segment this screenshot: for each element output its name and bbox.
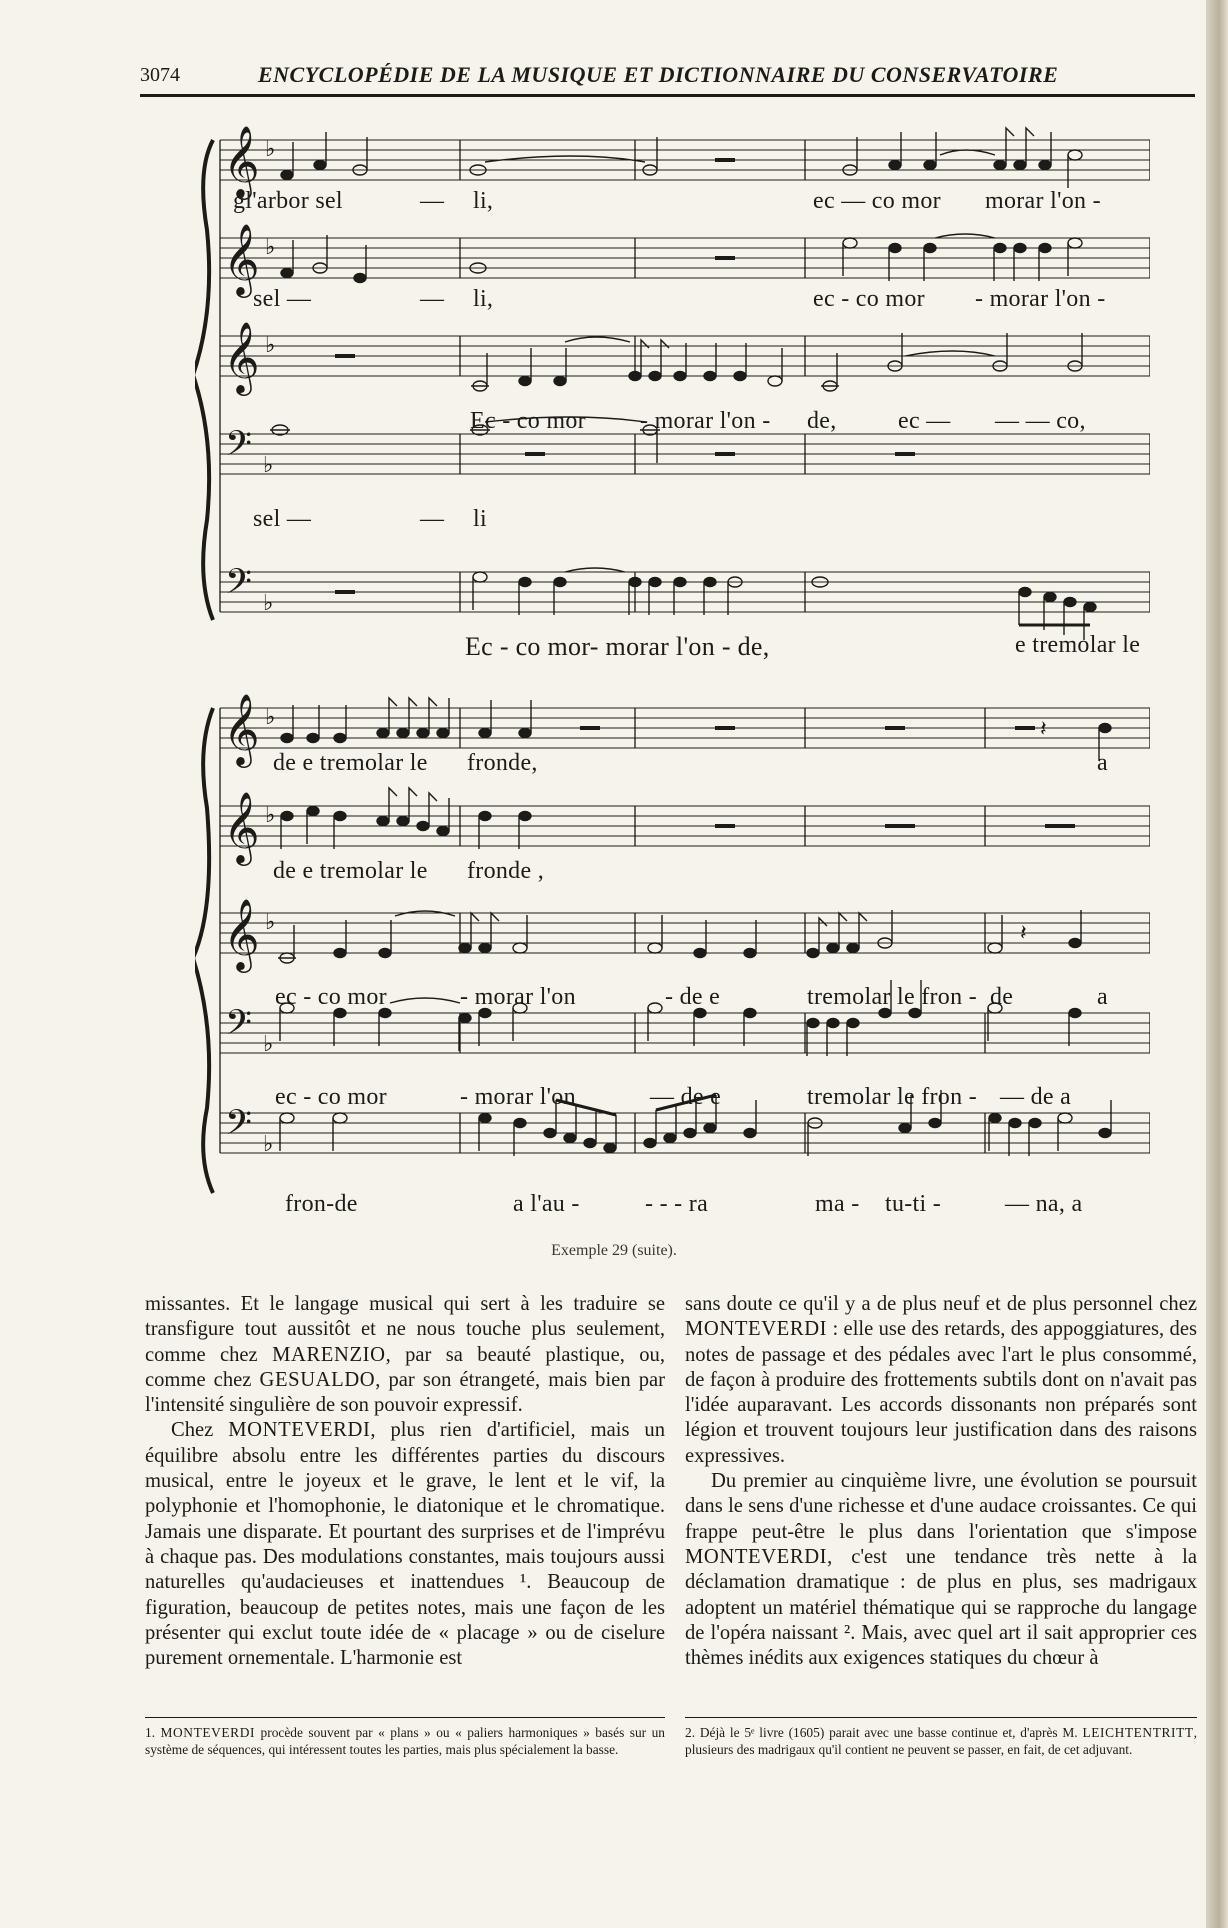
- name-gesualdo: GESUALDO: [259, 1368, 376, 1391]
- lyric-s1-v2-c: li,: [473, 286, 494, 312]
- lyric-s1-v2-b: —: [420, 286, 445, 312]
- lyric-s2-v3-e: de: [990, 984, 1014, 1010]
- svg-text:𝄞: 𝄞: [223, 692, 260, 765]
- page-number: 3074: [140, 64, 180, 86]
- lyric-s1-v2-d: ec - co mor: [813, 286, 925, 312]
- lyric-s1-v3-a: Ec - co mor: [470, 408, 586, 434]
- lyric-s2-v4-b: - morar l'on: [460, 1084, 576, 1110]
- body-column-left: [145, 1292, 665, 1671]
- lyric-s2-v1-a: de e tremolar le: [273, 750, 428, 776]
- lyric-s2-v4-a: ec - co mor: [275, 1084, 387, 1110]
- svg-text:𝄞: 𝄞: [223, 320, 260, 393]
- svg-text:𝄞: 𝄞: [223, 897, 260, 970]
- score-system-2: [195, 688, 1150, 1228]
- lyric-s2-v3-a: ec - co mor: [275, 984, 387, 1010]
- lyric-s2-v4-e: — de a: [1000, 1084, 1072, 1110]
- svg-text:𝄽: 𝄽: [1020, 921, 1027, 946]
- lyric-s1-v1-b: —: [420, 188, 445, 214]
- svg-text:♭: ♭: [263, 591, 274, 616]
- lyric-s2-v4-c: — de e: [650, 1084, 722, 1110]
- svg-text:𝄢: 𝄢: [225, 1102, 253, 1151]
- name-monteverdi: MONTEVERDI: [685, 1545, 828, 1568]
- lyric-s1-v2-a: sel —: [253, 286, 312, 312]
- lyric-s1-v5-b: e tremolar le: [1015, 632, 1141, 658]
- lyric-s2-v5-d: ma -: [815, 1191, 860, 1217]
- lyric-s2-v1-b: fronde,: [467, 750, 538, 776]
- svg-text:𝄽: 𝄽: [1040, 717, 1047, 742]
- lyric-s1-v1-a: gl'arbor sel: [233, 188, 343, 214]
- footnote-rule-left: [145, 1717, 665, 1718]
- score-system-1: [195, 110, 1150, 670]
- lyric-s2-v3-b: - morar l'on: [460, 984, 576, 1010]
- lyric-s2-v5-e: tu-ti -: [885, 1191, 942, 1217]
- lyric-s2-v2-b: fronde ,: [467, 858, 545, 884]
- lyric-s1-v4-c: li: [473, 506, 487, 532]
- svg-text:𝄢: 𝄢: [225, 561, 253, 610]
- paragraph-2: Chez MONTEVERDI, plus rien d'artificiel, mais un équilibre absolu entre les différentes parties du discours musical, entre le joyeux et le grave, le lent et le vif, la polyphonie et l'homophonie, le diatonique et le chromatique. Jamais une disparate. Et pourtant des surprises et de l'imprévu à chaque pas. Des modulations constantes, mais toujours aussi naturelles qu'audacieuses et inattendues ¹. Beaucoup de figuration, beaucoup de petites notes, mais une façon de les présenter qui exclut toute idée de « placage » ou de ciselure purement ornementale. L'harmonie est: [145, 1419, 665, 1670]
- svg-text:𝄢: 𝄢: [225, 423, 253, 472]
- svg-text:𝄞: 𝄞: [223, 790, 260, 863]
- lyric-s1-v1-e: morar l'on -: [985, 188, 1101, 214]
- lyric-s2-v3-f: a: [1097, 984, 1108, 1010]
- running-title: ENCYCLOPÉDIE DE LA MUSIQUE ET DICTIONNAIRE DU CONSERVATOIRE: [258, 62, 1059, 87]
- lyric-s1-v1-d: ec — co mor: [813, 188, 941, 214]
- svg-text:♭: ♭: [263, 453, 274, 478]
- svg-text:♭: ♭: [265, 910, 276, 935]
- footnote-2: 2. Déjà le 5ᵉ livre (1605) parait avec une basse continue et, d'après M. LEICHTENTRITT, plusieurs des madrigaux qu'il contient ne peuvent se passer, en fait, de cet adjuvant.: [685, 1725, 1197, 1757]
- lyric-s1-v3-e: — — co,: [995, 408, 1086, 434]
- book-spine-edge: [1206, 0, 1228, 1928]
- lyric-s2-v5-a: fron-de: [285, 1191, 358, 1217]
- lyric-s2-v5-c: - - - ra: [645, 1191, 709, 1217]
- lyric-s1-v4-a: sel —: [253, 506, 312, 532]
- lyric-s2-v1-c: a: [1097, 750, 1108, 776]
- lyric-s1-v3-c: de,: [807, 408, 837, 434]
- svg-text:♭: ♭: [263, 1132, 274, 1157]
- svg-text:𝄢: 𝄢: [225, 1002, 253, 1051]
- lyric-s2-v3-c: - de e: [665, 984, 721, 1010]
- svg-text:♭: ♭: [265, 333, 276, 358]
- svg-text:♭: ♭: [265, 803, 276, 828]
- footnote-1: 1. MONTEVERDI procède souvent par « plans » ou « paliers harmoniques » basés sur un système de séquences, qui intéressent toutes les parties, mais plus spécialement la basse.: [145, 1725, 666, 1757]
- footnote-rule-right: [685, 1717, 1197, 1718]
- lyric-s1-v5-a: Ec - co mor- morar l'on - de,: [465, 632, 770, 661]
- page-header: [140, 58, 1195, 92]
- lyric-s1-v4-b: —: [420, 506, 445, 532]
- svg-text:𝄞: 𝄞: [223, 222, 260, 295]
- lyric-s2-v2-a: de e tremolar le: [273, 858, 428, 884]
- name-monteverdi: MONTEVERDI: [685, 1318, 828, 1341]
- lyric-s2-v3-d: tremolar le fron -: [807, 984, 977, 1010]
- svg-text:♭: ♭: [265, 235, 276, 260]
- example-caption: Exemple 29 (suite).: [551, 1242, 677, 1259]
- svg-text:♭: ♭: [265, 137, 276, 162]
- header-rule: [140, 94, 1195, 97]
- lyric-s1-v2-e: - morar l'on -: [975, 286, 1106, 312]
- name-marenzio: MARENZIO: [272, 1343, 386, 1366]
- svg-text:𝄞: 𝄞: [223, 124, 260, 197]
- paragraph-3: sans doute ce qu'il y a de plus neuf et de plus personnel chez MONTEVERDI : elle use des retards, des appoggiatures, des notes de passage et des pédales avec l'art le plus consommé, de façon à produire des frottements subtils dont on n'avait pas l'idée auparavant. Les accords dissonants non préparés sont légion et trouvent toujours leur justification dans des raisons expressives.: [685, 1293, 1197, 1467]
- lyric-s1-v3-d: ec —: [898, 408, 951, 434]
- lyric-s2-v4-d: tremolar le fron -: [807, 1084, 977, 1110]
- lyric-s2-v5-f: — na, a: [1005, 1191, 1083, 1217]
- body-column-right: [685, 1292, 1197, 1671]
- lyric-s1-v3-b: - morar l'on -: [640, 408, 771, 434]
- paragraph-4: Du premier au cinquième livre, une évolution se poursuit dans le sens d'une richesse et d'une audace croissantes. Ce qui frappe peut-être le plus dans l'orientation que s'impose MONTEVERDI, c'est une tendance très nette à la déclamation dramatique : de plus en plus, ses madrigaux adoptent un matériel thématique qui se rapproche du langage de l'opéra naissant ². Mais, avec quel art il sait approprier ces thèmes inédits aux exigences statiques du chœur à: [685, 1470, 1197, 1670]
- svg-text:♭: ♭: [265, 705, 276, 730]
- paragraph-1: missantes. Et le langage musical qui sert à les traduire se transfigure tout aussitôt et ne nous touche plus seulement, comme chez MARENZIO, par sa beauté plastique, ou, comme chez GESUALDO, par son étrangeté, mais bien par l'intensité singulière de son pouvoir expressif.: [145, 1293, 665, 1417]
- name-monteverdi: MONTEVERDI: [228, 1419, 371, 1442]
- svg-text:♭: ♭: [263, 1032, 274, 1057]
- lyric-s2-v5-b: a l'au -: [513, 1191, 580, 1217]
- lyric-s1-v1-c: li,: [473, 188, 494, 214]
